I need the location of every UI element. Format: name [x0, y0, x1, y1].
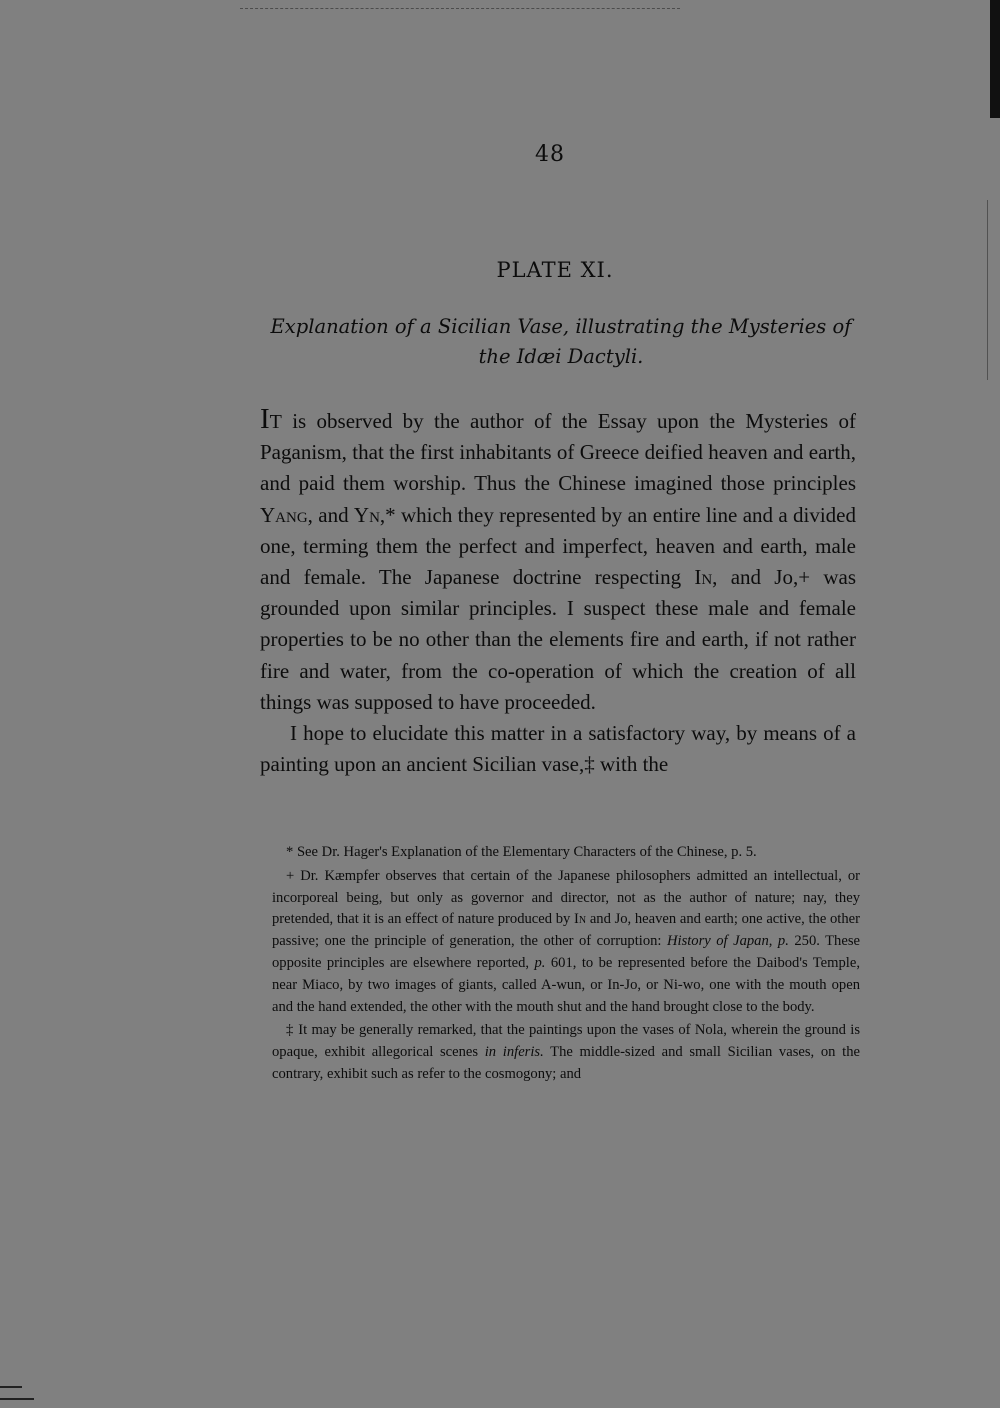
text-run: + Dr. Kæmpfer observes that certain of the Japanese philosophers admitted an intellectual, or incorporeal being, but only as governor and director, not as the author of nature; nay, they pretended, that it is an effect of nature produced by: [272, 867, 860, 928]
text-run: , and: [307, 502, 354, 527]
term-yang: Yang: [260, 502, 308, 527]
text-run: and Jo, heaven and earth; one active, the other passive; one the principle of generation, the other of corruption:: [272, 911, 860, 950]
text-run: The middle-sized and small Sicilian vases, on the contrary, exhibit such as refer to the cosmogony; and: [272, 1044, 860, 1082]
page-number: 48: [535, 142, 565, 167]
text-run: ‡ It may be generally remarked, that the paintings upon the vases of Nola, wherein the ground is opaque, exhibit allegorical scenes: [272, 1022, 860, 1061]
plate-subtitle: Explanation of a Sicilian Vase, illustrating the Mysteries of the Idæi Dactyli.: [270, 315, 852, 368]
drop-cap: It: [260, 403, 282, 435]
text-run: , and Jo,+ was grounded upon similar principles. I suspect these male and female properties to be no other than the elements fire and earth, if not rather fire and water, from the co-operation of which the creation of all things was supposed to have proceeded.: [260, 565, 856, 714]
footnote-2: [272, 866, 860, 1019]
text-run: ,* which they represented by an entire line and a divided one, terming them the perfect and imperfect, heaven and earth, male and female. The Japanese doctrine respecting: [260, 502, 857, 590]
term-yn: Yn: [353, 502, 380, 527]
citation-page: p.: [534, 954, 546, 971]
scan-edge-line: [987, 200, 988, 380]
scan-corner-mark: [0, 1386, 22, 1388]
plate-title: PLATE XI.: [496, 258, 614, 282]
footnote-1: * See Dr. Hager's Explanation of the Elementary Characters of the Chinese, p. 5.: [286, 844, 757, 860]
paragraph-1: [260, 404, 856, 718]
text-run: 250. These opposite principles are elsewhere reported,: [272, 933, 860, 971]
scan-corner-mark: [0, 1398, 34, 1400]
main-text: [260, 404, 856, 780]
footnote-3: [272, 1020, 860, 1085]
term-in: In: [574, 911, 587, 928]
footnotes: [272, 842, 860, 1086]
scan-edge-bar: [990, 0, 1000, 118]
term-in: In: [694, 565, 713, 590]
text-run: 601, to be represented before the Daibod's Temple, near Miaco, by two images of giants, called A-wun, or In-Jo, or Ni-wo, one with the mouth open and the hand extended, the other with the mouth shut and the hand brought close to the body.: [272, 954, 860, 1015]
citation-history-of-japan: History of Japan, p.: [666, 933, 789, 950]
text-run: is observed by the author of the Essay upon the Mysteries of Paganism, that the first inhabitants of Greece deified heaven and earth, and paid them worship. Thus the Chinese imagined those principles: [260, 409, 856, 496]
paragraph-2: I hope to elucidate this matter in a satisfactory way, by means of a painting upon an ancient Sicilian vase,‡ with the: [260, 721, 856, 777]
scan-top-rule: [240, 8, 680, 10]
italic-phrase: in inferis.: [484, 1044, 544, 1061]
